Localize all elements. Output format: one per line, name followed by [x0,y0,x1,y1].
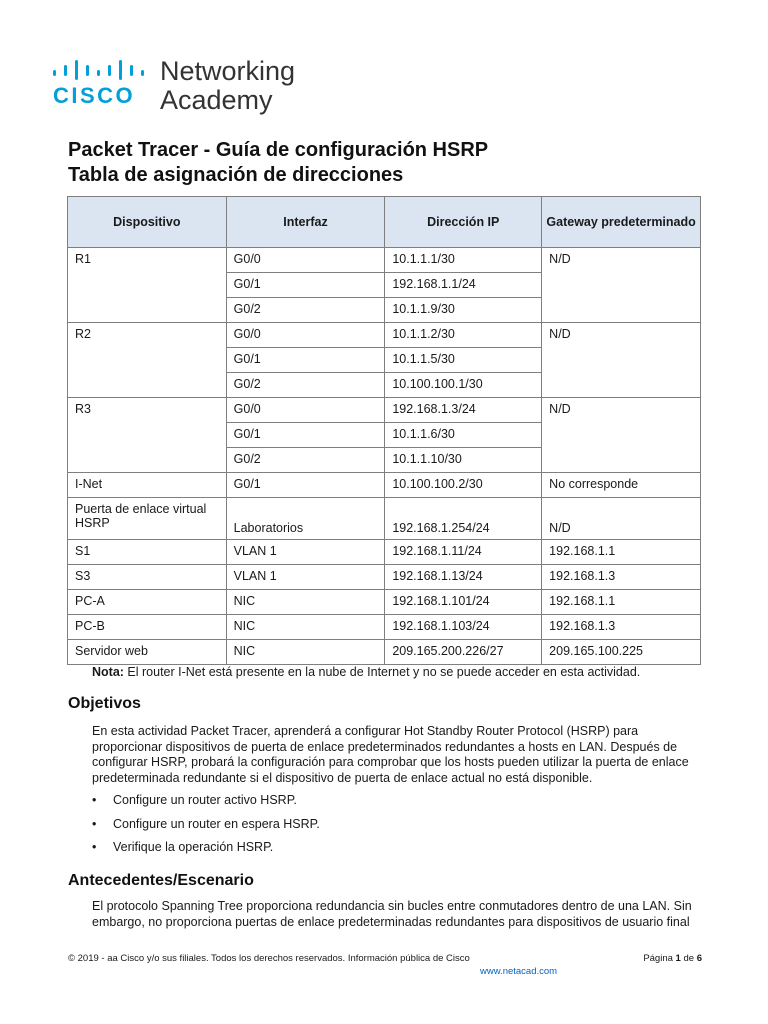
cell-interface: VLAN 1 [226,565,385,590]
table-note [92,665,640,679]
cell-interface: NIC [226,590,385,615]
cell-device: Servidor web [68,640,227,665]
cell-interface: NIC [226,615,385,640]
cell-gateway: 192.168.1.3 [542,565,701,590]
table-row [68,590,701,615]
objectives-heading: Objetivos [68,695,141,712]
table-row [68,323,701,348]
cell-ip: 192.168.1.1/24 [385,273,542,298]
cell-interface: NIC [226,640,385,665]
cell-device: PC-A [68,590,227,615]
title-line-1: Packet Tracer - Guía de configuración HSRP [68,139,489,161]
table-row [68,473,701,498]
header-interface: Interfaz [226,197,385,248]
cell-gateway: N/D [542,398,701,473]
cell-ip: 192.168.1.13/24 [385,565,542,590]
cell-gateway: 192.168.1.3 [542,615,701,640]
header-ip: Dirección IP [385,197,542,248]
table-row [68,398,701,423]
cell-ip: 10.1.1.1/30 [385,248,542,273]
cell-interface: G0/2 [226,448,385,473]
cell-ip: 192.168.1.254/24 [385,498,542,540]
cell-ip: 10.1.1.9/30 [385,298,542,323]
header-gateway: Gateway predeterminado [542,197,701,248]
cell-interface: G0/0 [226,398,385,423]
cell-ip: 10.100.100.1/30 [385,373,542,398]
table-header-row [68,197,701,248]
cisco-wordmark: CISCO [53,83,136,108]
background-paragraph: El protocolo Spanning Tree proporciona redundancia sin bucles entre conmutadores dentro de una LAN. Sin embargo, no proporciona puertas de enlace predeterminadas redundantes para dispositivos de usuario final [92,899,692,929]
cell-interface: G0/0 [226,248,385,273]
table-row [68,615,701,640]
cell-ip: 192.168.1.101/24 [385,590,542,615]
cell-device: R3 [68,398,227,473]
cell-ip: 192.168.1.3/24 [385,398,542,423]
cell-interface: G0/2 [226,373,385,398]
bullet-icon: • [92,840,97,854]
cell-ip: 192.168.1.11/24 [385,540,542,565]
cell-ip: 10.100.100.2/30 [385,473,542,498]
cell-ip: 10.1.1.10/30 [385,448,542,473]
note-label: Nota: [92,665,124,679]
logo-networking: Networking [160,56,296,86]
cell-device: Puerta de enlace virtual HSRP [68,498,227,540]
title-line-2: Tabla de asignación de direcciones [68,164,404,186]
cell-interface: VLAN 1 [226,540,385,565]
document-title [68,138,488,188]
page-number: Página 1 de 6 [643,953,702,964]
cell-gateway: 209.165.100.225 [542,640,701,665]
cell-interface: G0/2 [226,298,385,323]
cell-ip: 10.1.1.2/30 [385,323,542,348]
note-text: El router I-Net está presente en la nube de Internet y no se puede acceder en esta actividad. [123,665,641,679]
cell-gateway: N/D [542,323,701,398]
cisco-bars-icon [52,60,144,80]
cell-device: PC-B [68,615,227,640]
cell-gateway: N/D [542,498,701,540]
header-device: Dispositivo [68,197,227,248]
cell-device: R2 [68,323,227,398]
list-item: • Verifique la operación HSRP. [92,840,274,854]
cell-ip: 192.168.1.103/24 [385,615,542,640]
bullet-icon: • [92,793,97,807]
objectives-paragraph: En esta actividad Packet Tracer, aprenderá a configurar Hot Standby Router Protocol (HSRP) para proporcionar dispositivos de puerta de enlace predeterminados redundantes a hosts en LAN. Después de configurar HSRP, probará la configuración para comprobar que los hosts pueden utilizar la puerta de enlace predeterminada redundante si el dispositivo de puerta de enlace actual no está disponible. [92,724,689,785]
cell-interface: G0/0 [226,323,385,348]
list-item: • Configure un router activo HSRP. [92,793,297,807]
logo-academy: Academy [160,85,273,115]
cell-interface: G0/1 [226,273,385,298]
cell-device: S1 [68,540,227,565]
list-item: • Configure un router en espera HSRP. [92,816,320,831]
background-heading: Antecedentes/Escenario [68,872,254,889]
cell-device: S3 [68,565,227,590]
cell-ip: 209.165.200.226/27 [385,640,542,665]
table-row [68,248,701,273]
addressing-table [67,196,701,665]
cell-device: I-Net [68,473,227,498]
cell-interface: G0/1 [226,348,385,373]
cell-gateway: N/D [542,248,701,323]
objectives-list [92,793,320,864]
cell-interface: G0/1 [226,423,385,448]
footer-copyright: © 2019 - aa Cisco y/o sus filiales. Todos los derechos reservados. Información pública de Cisco [68,953,470,964]
cell-gateway: 192.168.1.1 [542,590,701,615]
cell-ip: 10.1.1.6/30 [385,423,542,448]
cell-gateway: No corresponde [542,473,701,498]
cell-ip: 10.1.1.5/30 [385,348,542,373]
cell-gateway: 192.168.1.1 [542,540,701,565]
bullet-icon: • [92,816,97,831]
footer-link[interactable]: www.netacad.com [480,966,558,977]
table-row [68,640,701,665]
table-row [68,565,701,590]
page-footer [68,953,702,977]
cell-interface: Laboratorios [226,498,385,540]
cell-interface: G0/1 [226,473,385,498]
table-row [68,498,701,540]
cell-device: R1 [68,248,227,323]
table-row [68,540,701,565]
